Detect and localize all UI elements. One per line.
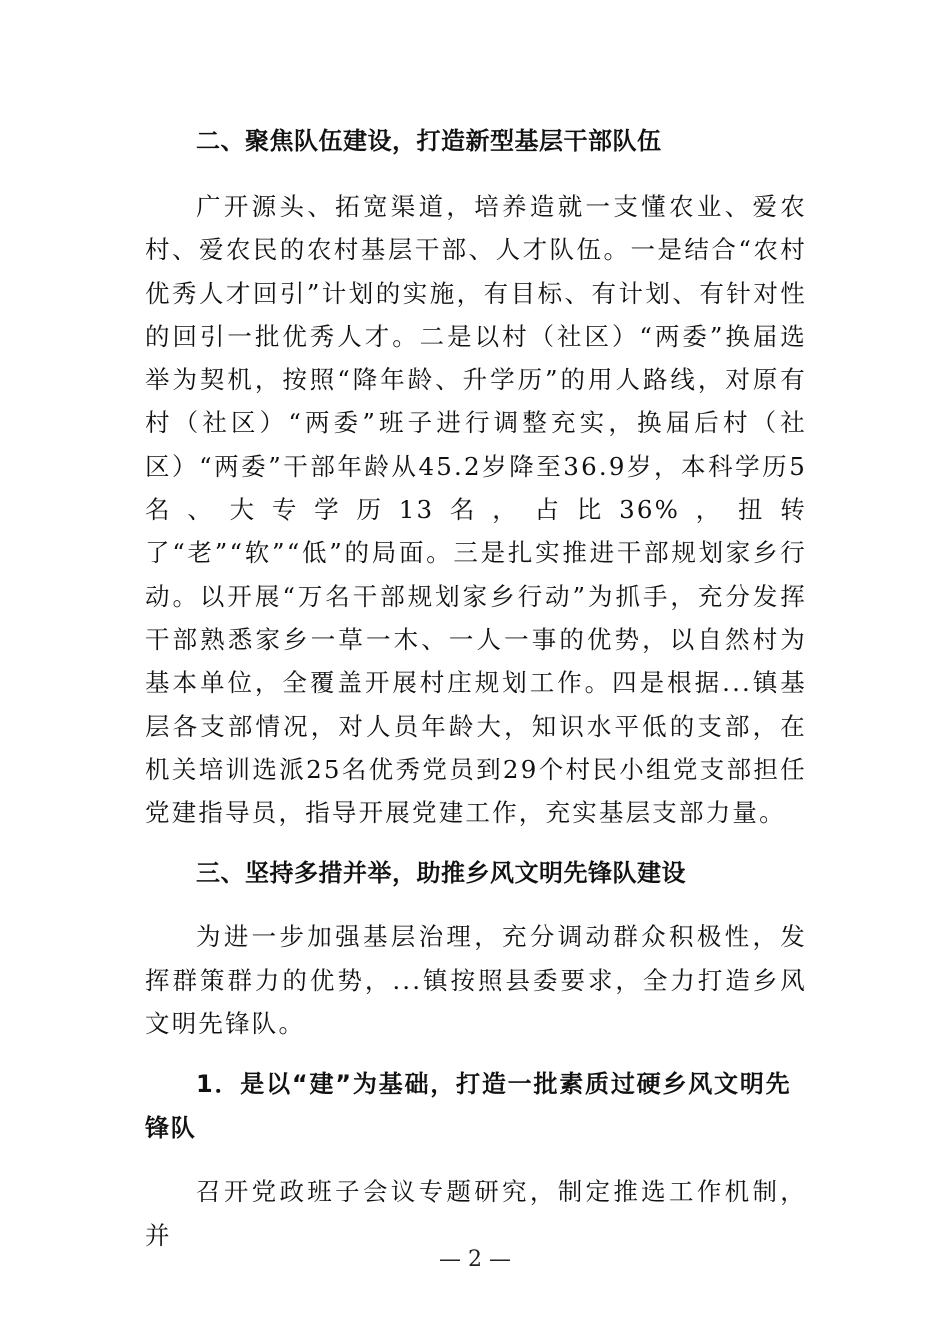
sub-heading: 1．是以“建”为基础，打造一批素质过硬乡风文明先锋队 <box>145 1070 792 1142</box>
body-paragraph: 广开源头、拓宽渠道，培养造就一支懂农业、爱农村、爱农民的农村基层干部、人才队伍。一是结合“农村优秀人才回引”计划的实施，有目标、有计划、有针对性的回引一批优秀人才。二是以村（社区）“两委”换届选举为契机，按照“降年龄、升学历”的用人路线，对原有村（社区）“两委”班子进行调整充实，换届后村（社区）“两委”干部年龄从45.2岁降至36.9岁，本科学历5名、大专学历13名，占比36%，扭转了“老”“软”“低”的局面。三是扎实推进干部规划家乡行动。以开展“万名干部规划家乡行动”为抓手，充分发挥干部熟悉家乡一草一木、一人一事的优势，以自然村为基本单位，全覆盖开展村庄规划工作。四是根据...镇基层各支部情况，对人员年龄大，知识水平低的支部，在机关培训选派25名优秀党员到29个村民小组党支部担任党建指导员，指导开展党建工作，充实基层支部力量。 <box>145 192 807 828</box>
section-heading: 三、坚持多措并举，助推乡风文明先锋队建设 <box>196 859 686 888</box>
body-paragraph: 为进一步加强基层治理，充分调动群众积极性，发挥群策群力的优势，...镇按照县委要求，全力打造乡风文明先锋队。 <box>145 922 807 1039</box>
section-heading: 二、聚焦队伍建设，打造新型基层干部队伍 <box>196 127 662 155</box>
page-number: — 2 — <box>439 1247 511 1272</box>
body-paragraph: 召开党政班子会议专题研究，制定推选工作机制，并 <box>145 1177 807 1250</box>
document-page <box>145 120 807 1257</box>
